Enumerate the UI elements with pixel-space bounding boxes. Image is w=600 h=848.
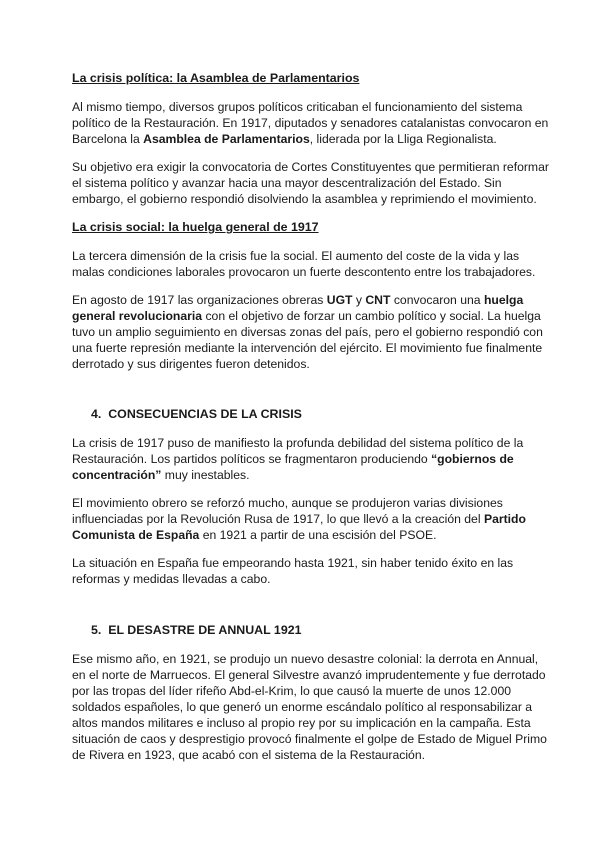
section-heading-political-crisis: La crisis política: la Asamblea de Parlamentarios — [72, 71, 360, 85]
paragraph-situation-1921: La situación en España fue empeorando hasta 1921, sin haber tenido éxito en las reformas y medidas llevadas a cabo. — [72, 556, 514, 586]
bold-term-ugt: UGT — [326, 293, 353, 307]
section-title: CONSECUENCIAS DE LA CRISIS — [108, 407, 302, 421]
section-title: EL DESASTRE DE ANNUAL 1921 — [108, 623, 302, 637]
bold-term-cnt: CNT — [365, 293, 391, 307]
bold-term-communist-party: Partido Comunista de España — [72, 512, 526, 542]
paragraph-annual: Ese mismo año, en 1921, se produjo un nuevo desastre colonial: la derrota en Annual, en el norte de Marruecos. El general Silvestre avanzó imprudentemente y fue derrotado por las tropas del líder rifeño Abd-el-Krim, lo que causó la muerte de unos 12.000 soldados españoles, lo que generó un enorme escándalo político al responsabilizar a altos mandos militares e incluso al propio rey por su implicación en la campaña. Esta situación de caos y desprestigio provocó finalmente el golpe de Estado de Miguel Primo de Rivera en 1923, que acabó con el sistema de la Restauración. — [72, 652, 547, 762]
paragraph-political-weakness — [72, 435, 552, 483]
text-run: La crisis de 1917 puso de manifiesto la profunda debilidad del sistema político de la Restauración. Los partidos políticos se fragmentaron produciendo — [72, 436, 524, 466]
section-heading-social-crisis: La crisis social: la huelga general de 1917 — [72, 220, 319, 234]
section-number: 4. — [91, 407, 102, 421]
text-run: con el objetivo de forzar un cambio político y social. La huelga tuvo un amplio seguimiento en diversas zonas del país, pero el gobierno respondió con una fuerte represión mediante la intervención del ejército. El movimiento fue finalmente derrotado y sus dirigentes fueron detenidos. — [72, 309, 543, 371]
text-run: El movimiento obrero se reforzó mucho, aunque se produjeron varias divisiones influenciadas por la Revolución Rusa de 1917, lo que llevó a la creación del — [72, 496, 503, 526]
section-heading-consequences — [72, 406, 552, 422]
section-heading-annual-disaster — [72, 622, 552, 638]
section-number: 5. — [91, 623, 102, 637]
text-run: y — [352, 293, 366, 307]
text-run: Al mismo tiempo, diversos grupos políticos criticaban el funcionamiento del sistema político de la Restauración. En 1917, diputados y senadores catalanistas convocaron en Barcelona la — [72, 100, 549, 146]
paragraph-assembly-objective: Su objetivo era exigir la convocatoria de Cortes Constituyentes que permitieran reformar el sistema político y avanzar hacia una mayor descentralización del Estado. Sin embargo, el gobierno respondió disolviendo la asamblea y reprimiendo el movimiento. — [72, 160, 549, 206]
paragraph-assembly — [72, 99, 552, 147]
text-run: convocaron una — [390, 293, 484, 307]
bold-term-concentration-governments: “gobiernos de concentración” — [72, 452, 514, 482]
bold-term-general-strike: huelga general revolucionaria — [72, 293, 524, 323]
paragraph-general-strike — [72, 292, 552, 372]
text-run: en 1921 a partir de una escisión del PSOE. — [199, 528, 437, 542]
paragraph-workers-movement — [72, 495, 552, 543]
paragraph-social-dimension: La tercera dimensión de la crisis fue la social. El aumento del coste de la vida y las malas condiciones laborales provocaron un fuerte descontento entre los trabajadores. — [72, 249, 536, 279]
text-run: muy inestables. — [161, 468, 250, 482]
text-run: En agosto de 1917 las organizaciones obreras — [72, 293, 327, 307]
bold-term-assembly: Asamblea de Parlamentarios — [143, 132, 310, 146]
text-run: , liderada por la Lliga Regionalista. — [309, 132, 497, 146]
document-page — [72, 70, 552, 763]
